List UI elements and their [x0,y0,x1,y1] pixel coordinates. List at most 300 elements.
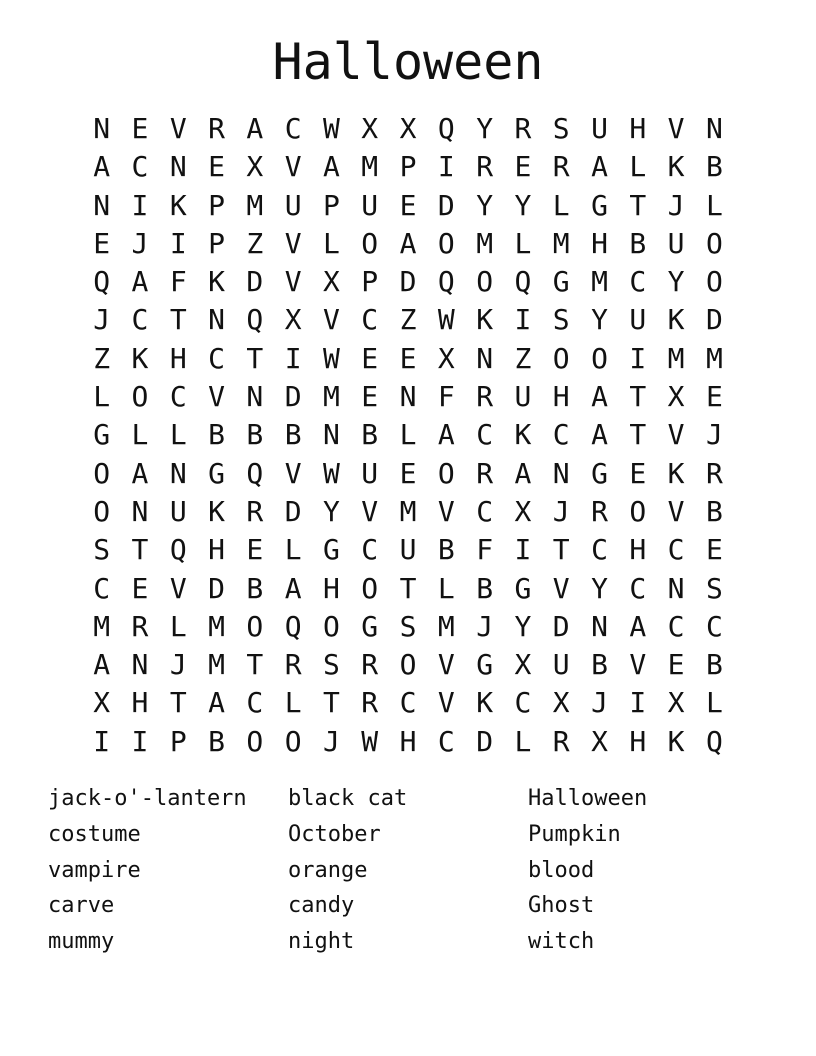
grid-cell: H [552,380,570,414]
grid-cell: D [437,188,455,222]
grid-row [83,684,734,722]
grid-cell: O [246,724,264,758]
grid-cell: P [169,724,187,758]
grid-row [83,340,734,378]
grid-cell: X [246,150,264,184]
grid-cell: T [399,571,417,605]
grid-cell: O [246,609,264,643]
grid-cell: N [208,303,225,337]
grid-cell: D [399,265,417,299]
grid-cell: P [361,265,379,299]
grid-cell: S [705,571,723,605]
grid-cell: L [284,686,302,720]
grid-cell: L [514,226,532,260]
grid-cell: V [169,571,187,605]
grid-cell: C [246,686,264,720]
grid-cell: J [323,724,340,758]
grid-cell: R [476,150,494,184]
grid-cell: R [208,112,225,145]
grid-cell: A [591,380,608,414]
grid-cell: F [169,265,187,299]
grid-cell: G [514,571,532,605]
grid-cell: E [629,456,647,490]
grid-cell: C [284,112,302,145]
grid-cell: Q [437,265,455,299]
grid-cell: H [629,724,647,758]
grid-cell: T [169,686,187,720]
grid-row [83,723,734,761]
grid-cell: V [437,686,455,720]
grid-row [83,570,734,608]
word-list-item: night [288,929,355,955]
grid-cell: T [169,303,187,337]
grid-cell: Q [514,265,532,299]
grid-cell: C [361,533,379,567]
grid-cell: J [552,494,570,528]
grid-cell: B [246,571,264,605]
grid-cell: Y [476,188,494,222]
grid-cell: O [476,265,494,299]
grid-cell: M [246,188,264,222]
word-list-item: jack-o'-lantern [48,786,247,812]
grid-cell: V [552,571,570,605]
grid-cell: U [514,380,532,414]
grid-cell: V [208,380,225,414]
grid-cell: A [246,112,264,145]
word-list-item: Ghost [528,893,595,919]
grid-cell: R [246,494,264,528]
grid-cell: L [169,609,187,643]
grid-cell: K [476,303,494,337]
word-list [0,781,816,960]
grid-cell: C [629,265,647,299]
grid-cell: O [591,341,608,375]
grid-cell: R [361,686,379,720]
grid-cell: L [169,418,187,452]
grid-cell: N [93,112,111,145]
grid-cell: A [514,456,532,490]
grid-cell: G [552,265,570,299]
grid-cell: C [437,724,455,758]
puzzle-title: Halloween [272,33,544,91]
word-list-item: mummy [48,929,115,955]
grid-cell: R [476,456,494,490]
grid-cell: E [246,533,264,567]
grid-cell: Q [246,303,264,337]
grid-cell: Q [705,724,723,758]
grid-cell: K [208,265,225,299]
grid-cell: D [246,265,264,299]
grid-cell: A [591,418,608,452]
grid-row [83,187,734,225]
grid-cell: D [284,380,302,414]
grid-cell: U [399,533,417,567]
word-list-item: candy [288,893,355,919]
grid-cell: X [514,648,532,682]
word-list-item: witch [528,929,595,955]
grid-cell: N [476,341,494,375]
word-search-grid [83,110,734,761]
grid-cell: D [284,494,302,528]
grid-cell: O [284,724,302,758]
word-list-item: carve [48,893,115,919]
grid-row [83,493,734,531]
grid-cell: G [208,456,225,490]
grid-cell: L [284,533,302,567]
grid-cell: C [629,571,647,605]
grid-cell: B [476,571,494,605]
grid-cell: F [437,380,455,414]
grid-cell: S [323,648,340,682]
word-list-item: Halloween [528,786,648,812]
grid-cell: A [284,571,302,605]
grid-cell: W [323,341,340,375]
grid-cell: V [361,494,379,528]
grid-row [83,110,734,148]
grid-cell: E [208,150,225,184]
word-list-item: costume [48,821,141,847]
grid-cell: K [667,303,685,337]
grid-cell: I [514,533,532,567]
grid-cell: N [246,380,264,414]
grid-cell: C [169,380,187,414]
grid-cell: T [131,533,149,567]
grid-cell: R [514,112,532,145]
grid-cell: B [629,226,647,260]
grid-cell: O [629,494,647,528]
grid-cell: Q [246,456,264,490]
grid-cell: J [131,226,149,260]
grid-cell: P [208,188,225,222]
grid-cell: V [284,226,302,260]
grid-cell: E [705,533,723,567]
grid-cell: B [284,418,302,452]
grid-cell: H [131,686,149,720]
grid-cell: N [169,150,187,184]
grid-cell: V [284,150,302,184]
grid-cell: N [667,571,685,605]
grid-cell: S [93,533,111,567]
grid-cell: J [476,609,494,643]
grid-cell: E [93,226,111,260]
grid-cell: H [629,533,647,567]
word-list-column [528,781,647,960]
grid-cell: K [476,686,494,720]
grid-cell: I [169,226,187,260]
grid-cell: A [93,648,111,682]
grid-cell: I [437,150,455,184]
grid-cell: B [705,150,723,184]
grid-cell: Z [246,226,264,260]
grid-cell: X [437,341,455,375]
grid-cell: N [399,380,417,414]
grid-cell: R [705,456,723,490]
grid-cell: U [552,648,570,682]
grid-cell: O [361,571,379,605]
grid-cell: P [208,226,225,260]
grid-cell: D [552,609,570,643]
grid-cell: M [208,648,225,682]
grid-cell: L [514,724,532,758]
grid-cell: J [667,188,685,222]
grid-cell: W [323,456,340,490]
grid-cell: G [93,418,111,452]
grid-cell: I [93,724,111,758]
grid-cell: C [667,609,685,643]
grid-row [83,646,734,684]
grid-cell: N [131,648,149,682]
grid-cell: V [629,648,647,682]
grid-cell: A [591,150,608,184]
grid-cell: K [667,150,685,184]
grid-cell: V [437,494,455,528]
grid-cell: Y [591,303,608,337]
grid-cell: V [437,648,455,682]
grid-cell: G [323,533,340,567]
grid-cell: I [514,303,532,337]
grid-cell: X [399,112,417,145]
grid-cell: T [246,341,264,375]
grid-cell: B [705,648,723,682]
grid-cell: C [399,686,417,720]
grid-cell: E [705,380,723,414]
grid-cell: Q [437,112,455,145]
grid-cell: O [131,380,149,414]
grid-cell: G [591,188,608,222]
grid-cell: C [131,150,149,184]
grid-cell: L [93,380,111,414]
grid-cell: U [361,456,379,490]
grid-cell: P [399,150,417,184]
grid-cell: S [552,303,570,337]
grid-cell: K [208,494,225,528]
grid-cell: N [705,112,723,145]
grid-cell: O [705,226,723,260]
grid-cell: R [476,380,494,414]
grid-cell: E [667,648,685,682]
grid-row [83,608,734,646]
grid-cell: H [629,112,647,145]
grid-cell: B [705,494,723,528]
grid-cell: O [361,226,379,260]
grid-cell: K [514,418,532,452]
grid-cell: R [361,648,379,682]
grid-row [83,378,734,416]
grid-cell: I [131,188,149,222]
grid-cell: U [667,226,685,260]
grid-row [83,148,734,186]
word-list-item: Pumpkin [528,821,621,847]
grid-cell: B [246,418,264,452]
grid-cell: A [437,418,455,452]
grid-cell: C [93,571,111,605]
grid-cell: D [705,303,723,337]
grid-cell: S [399,609,417,643]
grid-cell: B [591,648,608,682]
grid-cell: E [399,341,417,375]
grid-cell: C [208,341,225,375]
grid-row [83,531,734,569]
grid-cell: A [323,150,340,184]
grid-cell: K [667,724,685,758]
grid-cell: H [399,724,417,758]
grid-cell: E [514,150,532,184]
grid-cell: I [284,341,302,375]
grid-cell: O [552,341,570,375]
grid-row [83,225,734,263]
grid-cell: C [705,609,723,643]
grid-cell: O [93,494,111,528]
word-list-item: orange [288,857,368,883]
grid-cell: L [705,188,723,222]
grid-row [83,455,734,493]
grid-cell: Q [284,609,302,643]
grid-cell: M [476,226,494,260]
grid-cell: W [361,724,379,758]
grid-cell: V [667,112,685,145]
grid-cell: C [591,533,608,567]
grid-cell: E [361,380,379,414]
grid-cell: W [437,303,455,337]
grid-cell: X [93,686,111,720]
grid-cell: X [591,724,608,758]
grid-cell: B [208,418,225,452]
grid-cell: X [361,112,379,145]
grid-cell: E [399,456,417,490]
grid-cell: N [323,418,340,452]
grid-cell: T [629,418,647,452]
grid-cell: U [169,494,187,528]
grid-cell: S [552,112,570,145]
grid-cell: I [629,686,647,720]
grid-cell: V [284,265,302,299]
grid-cell: D [208,571,225,605]
grid-cell: C [476,494,494,528]
grid-cell: M [361,150,379,184]
grid-cell: Y [323,494,340,528]
word-list-item: blood [528,857,595,883]
grid-cell: H [323,571,340,605]
word-list-item: October [288,821,381,847]
grid-cell: Q [93,265,111,299]
grid-cell: A [131,265,149,299]
grid-cell: Y [514,609,532,643]
grid-cell: R [284,648,302,682]
grid-cell: A [399,226,417,260]
grid-cell: Y [476,112,494,145]
grid-cell: X [667,380,685,414]
grid-cell: M [323,380,340,414]
grid-cell: L [131,418,149,452]
grid-cell: E [361,341,379,375]
grid-cell: C [131,303,149,337]
grid-cell: U [361,188,379,222]
grid-cell: H [591,226,608,260]
grid-cell: V [323,303,340,337]
grid-cell: C [667,533,685,567]
grid-cell: G [476,648,494,682]
grid-cell: G [591,456,608,490]
grid-cell: X [552,686,570,720]
word-list-item: vampire [48,857,141,883]
grid-cell: Z [93,341,111,375]
grid-cell: K [667,456,685,490]
word-list-column [48,781,288,960]
grid-cell: O [437,226,455,260]
grid-cell: T [629,188,647,222]
grid-cell: U [591,112,608,145]
grid-cell: L [399,418,417,452]
grid-cell: X [323,265,340,299]
grid-cell: O [93,456,111,490]
grid-cell: L [705,686,723,720]
grid-cell: J [705,418,723,452]
grid-cell: B [437,533,455,567]
grid-cell: C [552,418,570,452]
grid-cell: W [323,112,340,145]
grid-cell: U [629,303,647,337]
grid-cell: D [476,724,494,758]
grid-cell: X [667,686,685,720]
grid-cell: B [361,418,379,452]
grid-cell: N [131,494,149,528]
grid-cell: E [399,188,417,222]
grid-cell: L [552,188,570,222]
grid-cell: O [323,609,340,643]
grid-cell: M [208,609,225,643]
grid-cell: Y [667,265,685,299]
grid-cell: Z [399,303,417,337]
grid-cell: T [246,648,264,682]
grid-cell: P [323,188,340,222]
grid-cell: G [361,609,379,643]
grid-cell: B [208,724,225,758]
grid-cell: J [169,648,187,682]
grid-cell: N [93,188,111,222]
grid-cell: Y [514,188,532,222]
grid-cell: N [169,456,187,490]
grid-cell: X [514,494,532,528]
grid-cell: O [437,456,455,490]
grid-cell: V [667,418,685,452]
grid-cell: H [208,533,225,567]
grid-cell: R [591,494,608,528]
grid-cell: C [476,418,494,452]
grid-cell: H [169,341,187,375]
grid-cell: K [169,188,187,222]
grid-cell: Y [591,571,608,605]
grid-cell: T [629,380,647,414]
word-list-item: black cat [288,786,408,812]
grid-cell: J [93,303,111,337]
grid-cell: A [208,686,225,720]
grid-cell: U [284,188,302,222]
grid-cell: M [705,341,723,375]
grid-cell: E [131,112,149,145]
grid-row [83,416,734,454]
grid-cell: V [169,112,187,145]
grid-cell: M [591,265,608,299]
grid-cell: C [361,303,379,337]
grid-cell: O [399,648,417,682]
grid-cell: F [476,533,494,567]
grid-cell: T [552,533,570,567]
grid-cell: C [514,686,532,720]
grid-cell: R [552,150,570,184]
grid-cell: V [667,494,685,528]
grid-cell: M [667,341,685,375]
grid-cell: L [437,571,455,605]
